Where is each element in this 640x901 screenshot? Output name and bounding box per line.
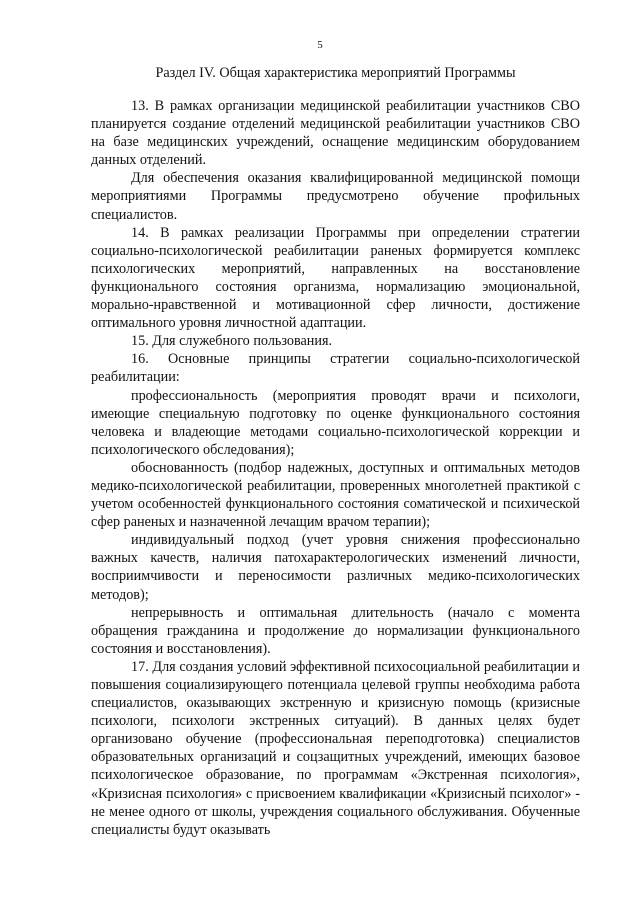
principle-validity: обоснованность (подбор надежных, доступных и оптимальных методов медико-психологической реабилитации, проверенных многолетней практикой с учетом особенностей функционального состояния соматической и психической сфер раненых и назначенной лечащим врачом терапии);	[91, 459, 580, 531]
principle-professionalism: профессиональность (мероприятия проводят врачи и психологи, имеющие специальную подготовку по оценке функционального состояния человека и владеющие методами социально-психологической коррекции и психологического обследования);	[91, 387, 580, 458]
paragraph-17: 17. Для создания условий эффективной психосоциальной реабилитации и повышения социализирующего потенциала целевой группы необходима работа специалистов, оказывающих экстренную и кризисную помощь (кризисные психологи, психологи экстренных ситуаций). В данных целях будет организовано обучение (профессиональная переподготовка) специалистов образовательных организаций и соцзащитных учреждений, имеющих базовое психологическое образование, по программам «Экстренная психология», «Кризисная психология» с присвоением квалификации «Кризисный психолог» - не менее одного от школы, учреждения социального обслуживания. Обученные специалисты будут оказывать	[91, 658, 580, 838]
paragraph-qualified-care: Для обеспечения оказания квалифицированной медицинской помощи мероприятиями Программы предусмотрено обучение профильных специалистов.	[91, 170, 580, 223]
principle-individual-approach: индивидуальный подход (учет уровня снижения профессионально важных качеств, наличия патохарактерологических изменений личности, восприимчивости и переносимости различных медико-психологических методов);	[91, 532, 580, 603]
paragraph-16: 16. Основные принципы стратегии социально-психологической реабилитации:	[91, 351, 580, 386]
section-title: Раздел IV. Общая характеристика мероприятий Программы	[155, 65, 516, 81]
principle-continuity: непрерывность и оптимальная длительность (начало с момента обращения гражданина и продолжение до нормализации функционального состояния и восстановления).	[91, 604, 580, 657]
body-text	[91, 97, 580, 839]
page-number: 5	[317, 39, 323, 51]
paragraph-14: 14. В рамках реализации Программы при определении стратегии социально-психологической реабилитации раненых формируется комплекс психологических мероприятий, направленных на восстановление функционального состояния организма, нормализацию эмоциональной, морально-нравственной и мотивационной сфер личности, достижение оптимального уровня личностной адаптации.	[91, 224, 580, 332]
paragraph-13: 13. В рамках организации медицинской реабилитации участников СВО планируется создание отделений медицинской реабилитации участников СВО на базе медицинских учреждений, оснащение медицинским оборудованием данных отделений.	[91, 98, 580, 169]
paragraph-15: 15. Для служебного пользования.	[131, 333, 333, 350]
